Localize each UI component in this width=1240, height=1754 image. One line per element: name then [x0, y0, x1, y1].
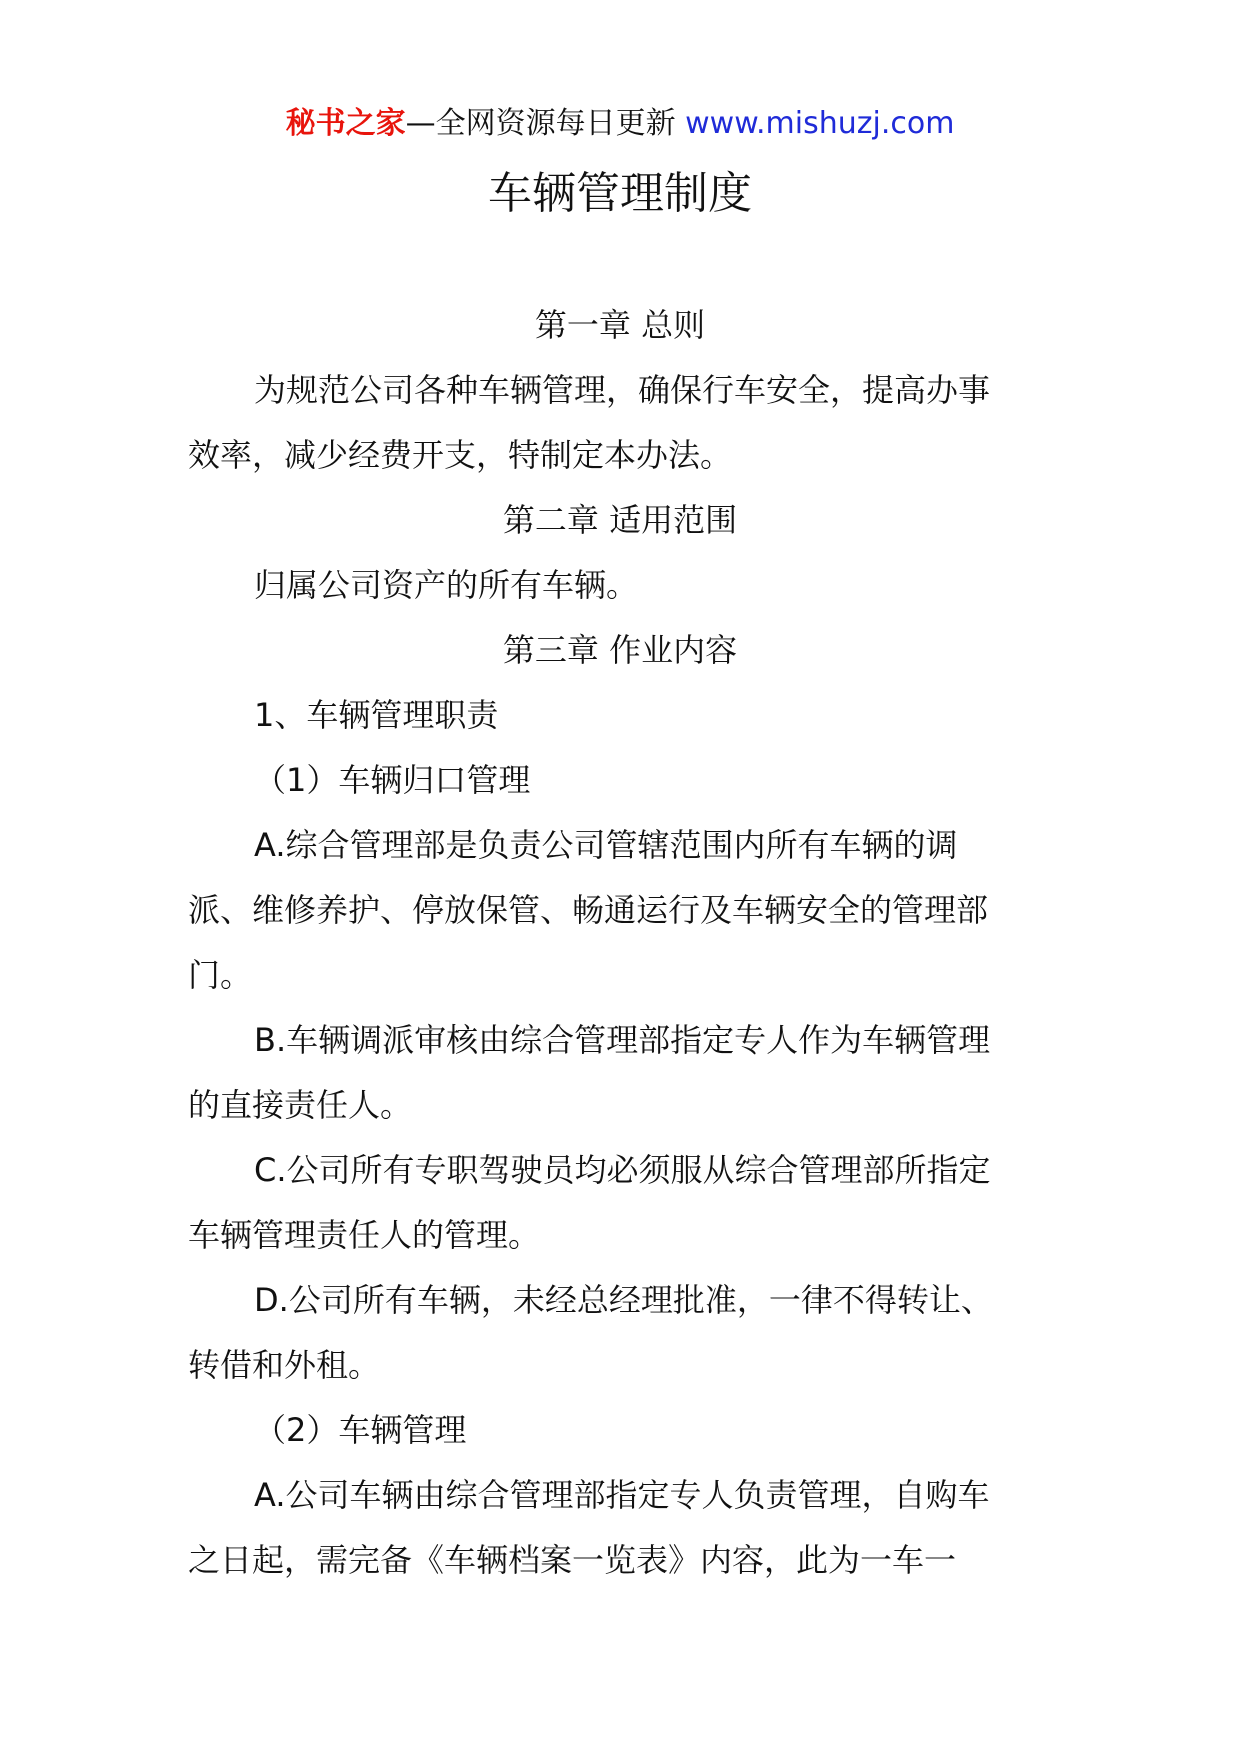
paragraph-line: 之日起，需完备《车辆档案一览表》内容，此为一车一: [188, 1541, 957, 1579]
paragraph-line: A.公司车辆由综合管理部指定专人负责管理，自购车: [254, 1476, 990, 1514]
subsection-heading: （2）车辆管理: [254, 1411, 467, 1449]
subsection-heading: （1）车辆归口管理: [254, 761, 531, 799]
paragraph-line: 归属公司资产的所有车辆。: [254, 566, 639, 604]
paragraph-line: 门。: [188, 956, 253, 994]
paragraph-line: A.综合管理部是负责公司管辖范围内所有车辆的调: [254, 826, 958, 864]
paragraph-line: 转借和外租。: [188, 1346, 381, 1384]
paragraph-line: 派、维修养护、停放保管、畅通运行及车辆安全的管理部: [188, 891, 989, 929]
chapter-1-heading: 第一章 总则: [534, 306, 706, 344]
chapter-3-heading: 第三章 作业内容: [502, 631, 738, 669]
section-heading: 1、车辆管理职责: [254, 696, 499, 734]
chapter-2-heading: 第二章 适用范围: [502, 501, 738, 539]
paragraph-line: B.车辆调派审核由综合管理部指定专人作为车辆管理: [254, 1021, 991, 1059]
paragraph-line: 车辆管理责任人的管理。: [188, 1216, 541, 1254]
paragraph-line: 为规范公司各种车辆管理，确保行车安全，提高办事: [254, 371, 991, 409]
document-title: 车辆管理制度: [488, 168, 752, 219]
brand-name: 秘书之家: [285, 106, 406, 141]
site-banner: [0, 100, 1240, 148]
banner-tagline: —全网资源每日更新: [405, 106, 676, 141]
paragraph-line: D.公司所有车辆，未经总经理批准，一律不得转让、: [254, 1281, 993, 1319]
paragraph-line: C.公司所有专职驾驶员均必须服从综合管理部所指定: [254, 1151, 991, 1189]
paragraph-line: 的直接责任人。: [188, 1086, 413, 1124]
site-url-link[interactable]: www.mishuzj.com: [685, 106, 955, 141]
document-body: [188, 293, 1052, 1593]
paragraph-line: 效率，减少经费开支，特制定本办法。: [188, 436, 733, 474]
